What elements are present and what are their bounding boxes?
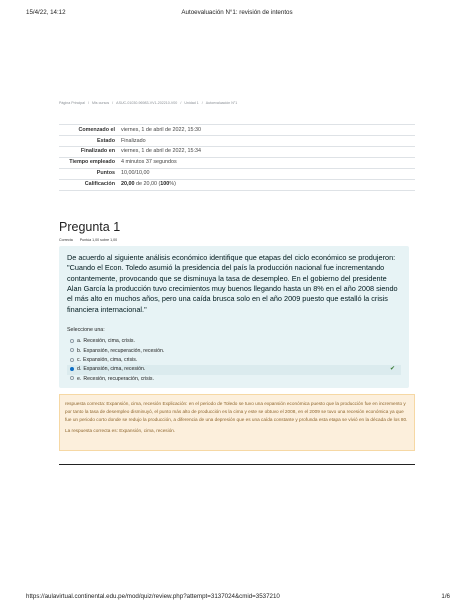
breadcrumb-separator: /: [201, 101, 203, 105]
answer-option-e[interactable]: [67, 375, 401, 384]
grade-out-of: de 20,00 (: [134, 181, 161, 188]
question-points: Puntúa 1,00 sobre 1,00: [79, 238, 118, 242]
radio-button-selected[interactable]: [70, 367, 74, 371]
print-title: Autoevaluación N°1: revisión de intentos: [181, 9, 293, 16]
option-label: Expansión, recuperación, recesión.: [83, 347, 165, 354]
summary-label: Puntos: [59, 168, 118, 179]
grade-percent-end: %): [169, 181, 176, 188]
radio-button[interactable]: [70, 348, 74, 352]
breadcrumb-item-my-courses[interactable]: Mis cursos: [91, 101, 110, 105]
breadcrumb-item-unit[interactable]: Unidad 1: [184, 101, 199, 105]
breadcrumb-item-course[interactable]: ASUC-01030-96983-VV1-202210-V00: [116, 101, 178, 105]
summary-value: viernes, 1 de abril de 2022, 15:30: [118, 125, 415, 136]
option-letter: e.: [77, 375, 82, 382]
option-label: Expansión, cima, crisis.: [83, 356, 138, 363]
print-url: https://aulavirtual.continental.edu.pe/mod/quiz/review.php?attempt=3137024&cmid=3537210: [26, 593, 280, 600]
breadcrumb-item-home[interactable]: Página Principal: [59, 101, 85, 105]
summary-row-finished: [59, 146, 415, 157]
summary-label: Comenzado el: [59, 125, 118, 136]
option-letter: b.: [77, 347, 82, 354]
attempt-summary-table: [59, 124, 415, 191]
summary-value: 4 minutos 37 segundos: [118, 157, 415, 168]
summary-value: viernes, 1 de abril de 2022, 15:34: [118, 146, 415, 157]
breadcrumb-separator: /: [87, 101, 89, 105]
feedback-box: [59, 394, 415, 451]
answer-options: [67, 337, 401, 384]
answer-option-c[interactable]: [67, 356, 401, 365]
summary-label: Tiempo empleado: [59, 157, 118, 168]
print-page-number: 1/6: [441, 593, 450, 600]
answer-option-b[interactable]: [67, 347, 401, 356]
radio-button[interactable]: [70, 339, 74, 343]
breadcrumb: [59, 101, 237, 105]
question-title: Pregunta 1: [59, 220, 121, 234]
question-text: De acuerdo al siguiente análisis económico identifique que etapas del ciclo económico se produjeron: "Cuando el Econ. Toledo asumió la presidencia del país la producción nacional fue incrementando contantemente, provocando que se disminuya la tasa de desempleo. En el gobierno del presidente Alan García la producción tuvo crecimientos muy buenos llegando hasta un 8% en el año 2008 siendo el más alto en muchos años, pero una caída brusca solo en el año 2009 puesto que estalló la crisis financiera internacional.": [67, 253, 398, 314]
option-label: Recesión, recuperación, crisis.: [83, 375, 154, 382]
divider: [59, 464, 415, 465]
question-state: Correcta: [59, 238, 73, 242]
summary-value: 10,00/10,00: [118, 168, 415, 179]
summary-row-points: [59, 168, 415, 179]
option-letter: d.: [77, 366, 82, 373]
summary-row-state: [59, 135, 415, 146]
question-status: [59, 238, 117, 242]
grade-percent: 100: [160, 181, 170, 188]
summary-value: Finalizado: [118, 135, 415, 146]
question-box: [59, 246, 409, 388]
print-datetime: 15/4/22, 14:12: [26, 9, 66, 16]
summary-label: Finalizado en: [59, 146, 118, 157]
breadcrumb-separator: /: [112, 101, 114, 105]
option-label: Recesión, cima, crisis.: [83, 338, 135, 345]
summary-row-time: [59, 157, 415, 168]
answer-prompt: Seleccione una:: [67, 327, 105, 334]
summary-label: Calificación: [59, 179, 118, 190]
summary-row-grade: [59, 179, 415, 190]
check-icon: ✔: [389, 366, 395, 373]
answer-option-a[interactable]: [67, 337, 401, 346]
feedback-correct-answer: La respuesta correcta es: Expansión, cima, recesión.: [65, 427, 176, 433]
breadcrumb-item-quiz[interactable]: Autoevaluación N°1: [205, 101, 238, 105]
option-label: Expansión, cima, recesión.: [83, 366, 146, 373]
radio-button[interactable]: [70, 376, 74, 380]
radio-button[interactable]: [70, 358, 74, 362]
summary-value: [118, 179, 415, 190]
feedback-explanation: respuesta correcta: Expansión, cima, recesión Explicación: en el periodo de Toledo se tuvo una expansión económica puesto que la producción fue en incremento y por tanto la tasa de desempleo disminuyó, el punto más alto de producción es la cima y este se obtuvo el 2008, en el 2009 se tuvo una recesión económica ya que fue un periodo corto donde se redujo la producción, a diferencia de una depresión que es una caída constante y profunda esta etapa se vivió en la década de los 80.: [65, 401, 408, 422]
option-letter: a.: [77, 338, 82, 345]
breadcrumb-separator: /: [180, 101, 182, 105]
summary-label: Estado: [59, 135, 118, 146]
grade-score: 20,00: [121, 181, 135, 188]
answer-option-d[interactable]: [67, 365, 401, 374]
summary-row-started: [59, 125, 415, 136]
option-letter: c.: [77, 356, 82, 363]
